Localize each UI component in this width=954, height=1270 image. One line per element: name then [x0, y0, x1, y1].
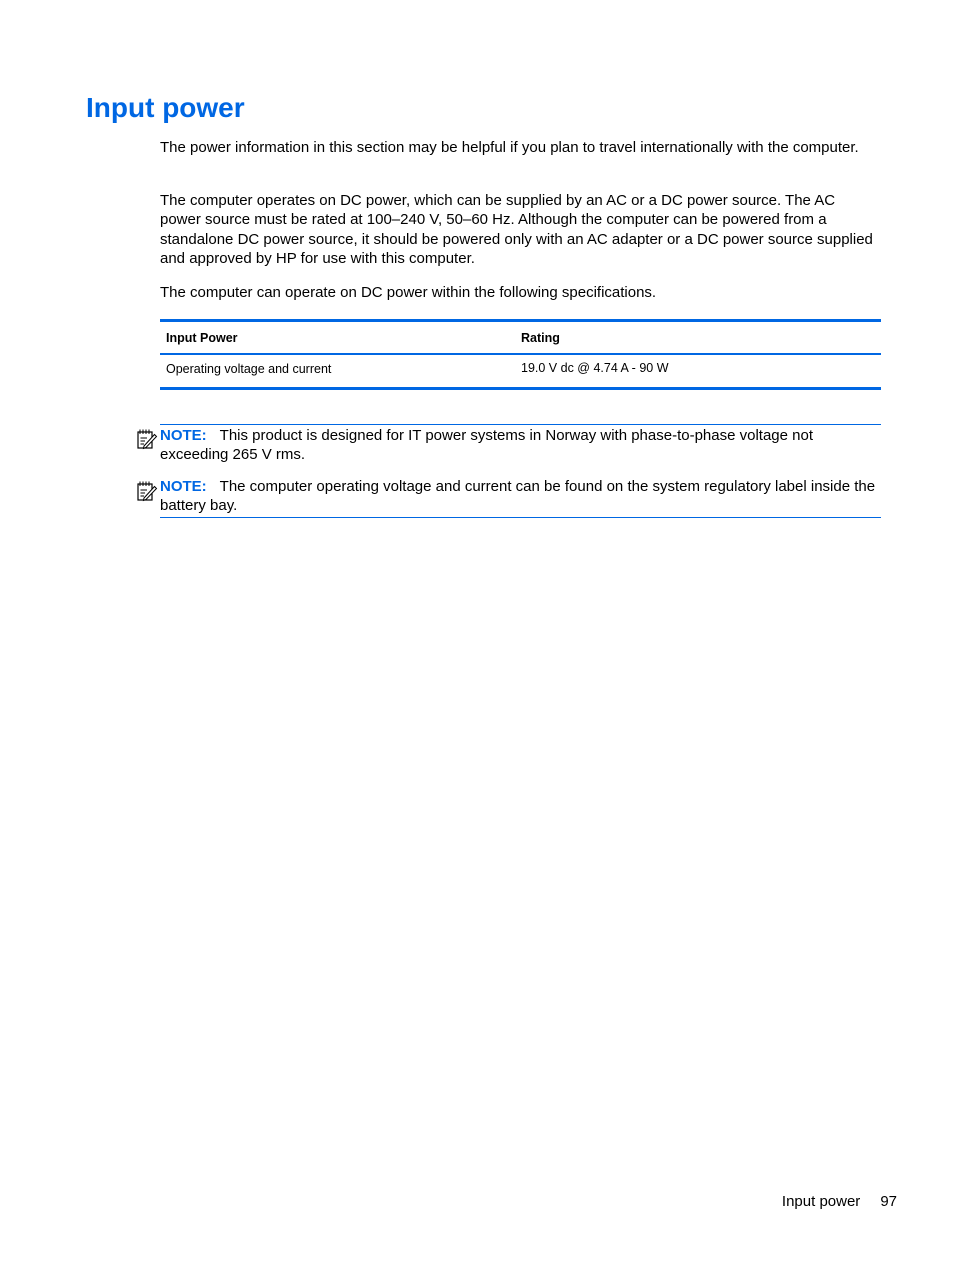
- table-row: [160, 355, 881, 387]
- page-title: Input power: [86, 92, 245, 123]
- note-label: NOTE:: [160, 427, 207, 444]
- note-norway-it-power: [160, 424, 881, 465]
- table-cell-rating: 19.0 V dc @ 4.74 A - 90 W: [521, 361, 669, 375]
- dc-power-paragraph: The computer operates on DC power, which can be supplied by an AC or a DC power source. The AC power source must be rated at 100–240 V, 50–60 Hz. Although the computer can be powered from a standalone DC power source, it should be powered only with an AC adapter or a DC power source supplied and approved by HP for use with this computer.: [160, 192, 873, 268]
- note-label: NOTE:: [160, 478, 207, 495]
- page-footer: [782, 1192, 897, 1211]
- note-pad-icon: [136, 480, 158, 502]
- note-regulatory-label: [160, 477, 881, 518]
- column-header-rating: Rating: [521, 331, 560, 345]
- table-header-row: [160, 322, 881, 355]
- note-text: The computer operating voltage and current can be found on the system regulatory label inside the battery bay.: [160, 478, 876, 515]
- column-header-input-power: Input Power: [166, 331, 238, 345]
- note-text: This product is designed for IT power systems in Norway with phase-to-phase voltage not exceeding 265 V rms.: [160, 427, 814, 464]
- footer-section-title: Input power: [781, 1193, 861, 1210]
- intro-paragraph: The power information in this section may be helpful if you plan to travel internationally with the computer.: [160, 139, 859, 156]
- table-cell-input-power: Operating voltage and current: [166, 362, 332, 376]
- page-number: 97: [880, 1193, 897, 1210]
- input-power-table: [160, 319, 881, 390]
- note-pad-icon: [136, 428, 158, 450]
- specifications-intro: The computer can operate on DC power within the following specifications.: [160, 284, 657, 301]
